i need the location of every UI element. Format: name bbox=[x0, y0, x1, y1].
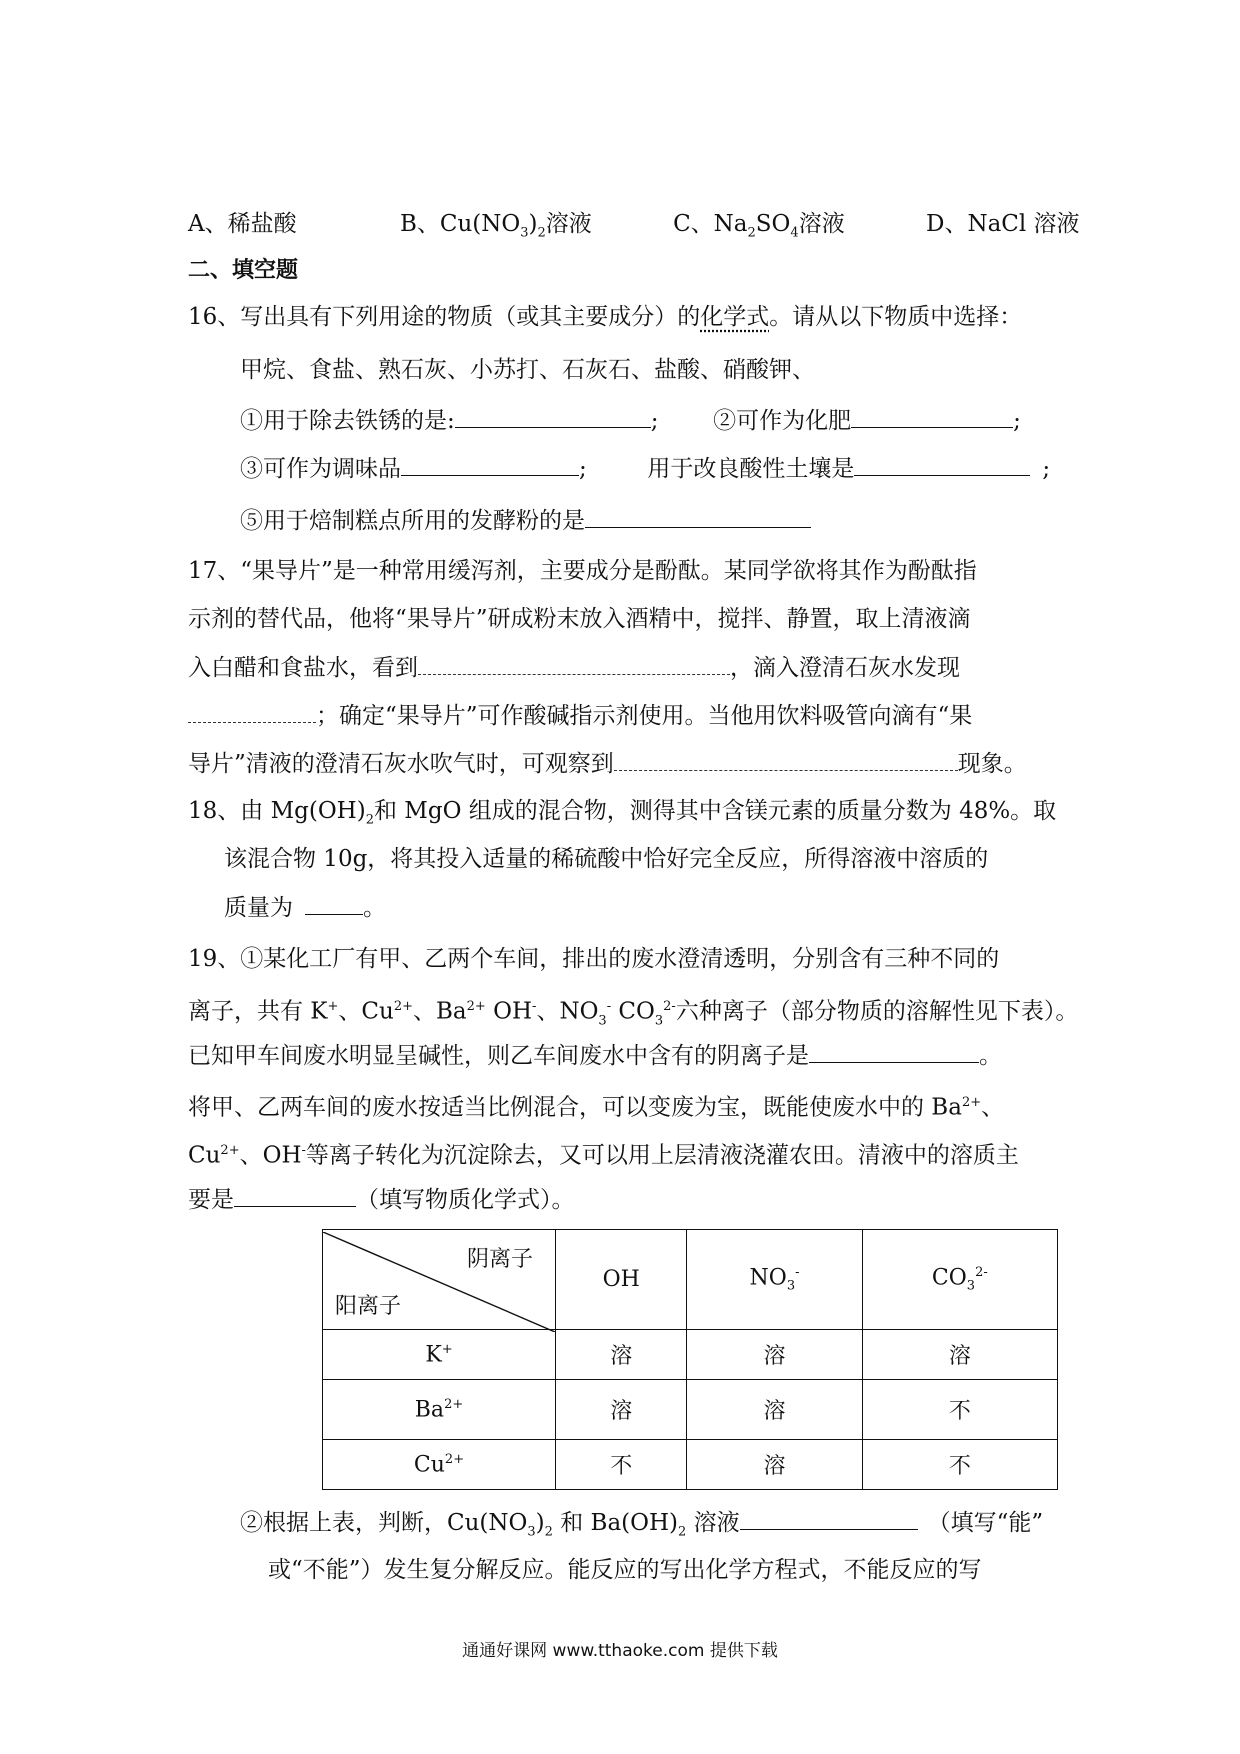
table-row bbox=[323, 1440, 1058, 1490]
table-cell: 溶 bbox=[556, 1380, 687, 1440]
blank-q17-2[interactable] bbox=[188, 700, 316, 723]
q17-line4: ；确定“果导片”可作酸碱指示剂使用。当他用饮料吸管向滴有“果 bbox=[188, 700, 972, 731]
table-cell: 溶 bbox=[687, 1380, 862, 1440]
col-header-co3: $CO_3^{2-}$ bbox=[862, 1230, 1057, 1330]
q19-part2-line2: 或“不能”）发生复分解反应。能反应的写出化学方程式，不能反应的写 bbox=[268, 1557, 982, 1583]
anion-header: 阴离子 bbox=[466, 1246, 533, 1272]
q17-line2: 示剂的替代品，他将“果导片”研成粉末放入酒精中，搅拌、静置，取上清液滴 bbox=[188, 606, 971, 632]
blank-q19-1[interactable] bbox=[809, 1040, 979, 1063]
q16-materials: 甲烷、食盐、熟石灰、小苏打、石灰石、盐酸、硝酸钾、 bbox=[240, 357, 815, 383]
q17-line5: 导片”清液的澄清石灰水吹气时，可观察到 现象。 bbox=[188, 748, 1027, 779]
blank-q16-2[interactable] bbox=[851, 405, 1013, 428]
q19-line3: 已知甲车间废水明显呈碱性，则乙车间废水中含有的阴离子是 。 bbox=[188, 1040, 1002, 1071]
blank-q16-3[interactable] bbox=[401, 453, 579, 476]
table-row bbox=[323, 1380, 1058, 1440]
col-header-no3: $NO_3^-$ bbox=[687, 1230, 862, 1330]
option-a: A、稀盐酸 bbox=[188, 211, 297, 237]
q18-line1: 18、由 $Mg(OH)_2$和 MgO 组成的混合物，测得其中含镁元素的质量分数为 48%。取 bbox=[188, 798, 1057, 828]
options-line bbox=[188, 209, 1080, 249]
table-cell: 溶 bbox=[862, 1330, 1057, 1380]
table-row bbox=[323, 1330, 1058, 1380]
blank-q16-1[interactable] bbox=[455, 405, 651, 428]
blank-q17-1[interactable] bbox=[418, 652, 730, 675]
q17-line1: 17、“果导片”是一种常用缓泻剂，主要成分是酚酞。某同学欲将其作为酚酞指 bbox=[188, 558, 977, 584]
option-d: D、NaCl 溶液 bbox=[926, 211, 1080, 237]
option-b: B、$Cu(NO_3)_2$溶液 bbox=[399, 211, 592, 241]
q18-line3: 质量为 。 bbox=[224, 892, 386, 923]
q19-part2-line1: ②根据上表，判断，$Cu(NO_3)_2$ 和 $Ba(OH)_2$ 溶液 （填写“能” bbox=[240, 1507, 1043, 1548]
page-footer: 通通好课网 www.tthaoke.com 提供下载 bbox=[462, 1641, 778, 1661]
q18-line2: 该混合物 10g，将其投入适量的稀硫酸中恰好完全反应，所得溶液中溶质的 bbox=[224, 846, 989, 872]
table-cell: 不 bbox=[862, 1440, 1057, 1490]
blank-q18[interactable] bbox=[305, 892, 363, 915]
option-c: C、$Na_2SO_4$溶液 bbox=[673, 211, 845, 241]
table-cell: 溶 bbox=[556, 1330, 687, 1380]
q16-line3: ⑤用于焙制糕点所用的发酵粉的是 bbox=[240, 505, 811, 536]
section-heading: 二、填空题 bbox=[188, 258, 299, 283]
table-header-diagonal bbox=[323, 1230, 556, 1330]
q16-line1: ①用于除去铁锈的是: ; ②可作为化肥 ; bbox=[240, 405, 1021, 436]
row-header-ba: $Ba^{2+}$ bbox=[323, 1380, 556, 1440]
blank-q19-3[interactable] bbox=[740, 1507, 918, 1530]
row-header-k: K+ bbox=[323, 1330, 556, 1380]
blank-q19-2[interactable] bbox=[234, 1184, 356, 1207]
col-header-oh: OH bbox=[556, 1230, 687, 1330]
blank-q17-3[interactable] bbox=[614, 748, 958, 771]
blank-q16-5[interactable] bbox=[585, 505, 811, 528]
q17-line3: 入白醋和食盐水，看到 ，滴入澄清石灰水发现 bbox=[188, 652, 960, 683]
q19-line2: 离子，共有 K+、$Cu^{2+}$、$Ba^{2+}$ OH-、$NO_3^-$ $CO_3^{2-}$六种离子（部分物质的溶解性见下表）。 bbox=[188, 998, 1079, 1029]
q19-line1: 19、①某化工厂有甲、乙两个车间，排出的废水澄清透明，分别含有三种不同的 bbox=[188, 946, 1000, 972]
q16-line2: ③可作为调味品 ; 用于改良酸性土壤是 ; bbox=[240, 453, 1050, 484]
table-cell: 溶 bbox=[687, 1330, 862, 1380]
q16-stem: 16、写出具有下列用途的物质（或其主要成分）的化学式。请从以下物质中选择： bbox=[188, 304, 1023, 330]
table-cell: 不 bbox=[862, 1380, 1057, 1440]
q19-line6: 要是 （填写物质化学式）。 bbox=[188, 1184, 575, 1215]
table-cell: 溶 bbox=[687, 1440, 862, 1490]
table-cell: 不 bbox=[556, 1440, 687, 1490]
row-header-cu: $Cu^{2+}$ bbox=[323, 1440, 556, 1490]
q19-line5: $Cu^{2+}$、OH-等离子转化为沉淀除去，又可以用上层清液浇灌农田。清液中的溶质主 bbox=[188, 1142, 1019, 1169]
q19-line4: 将甲、乙两车间的废水按适当比例混合，可以变废为宝，既能使废水中的 $Ba^{2+}$、 bbox=[188, 1094, 1005, 1121]
solubility-table bbox=[322, 1229, 1058, 1490]
cation-header: 阳离子 bbox=[335, 1293, 402, 1319]
blank-q16-4[interactable] bbox=[854, 453, 1030, 476]
